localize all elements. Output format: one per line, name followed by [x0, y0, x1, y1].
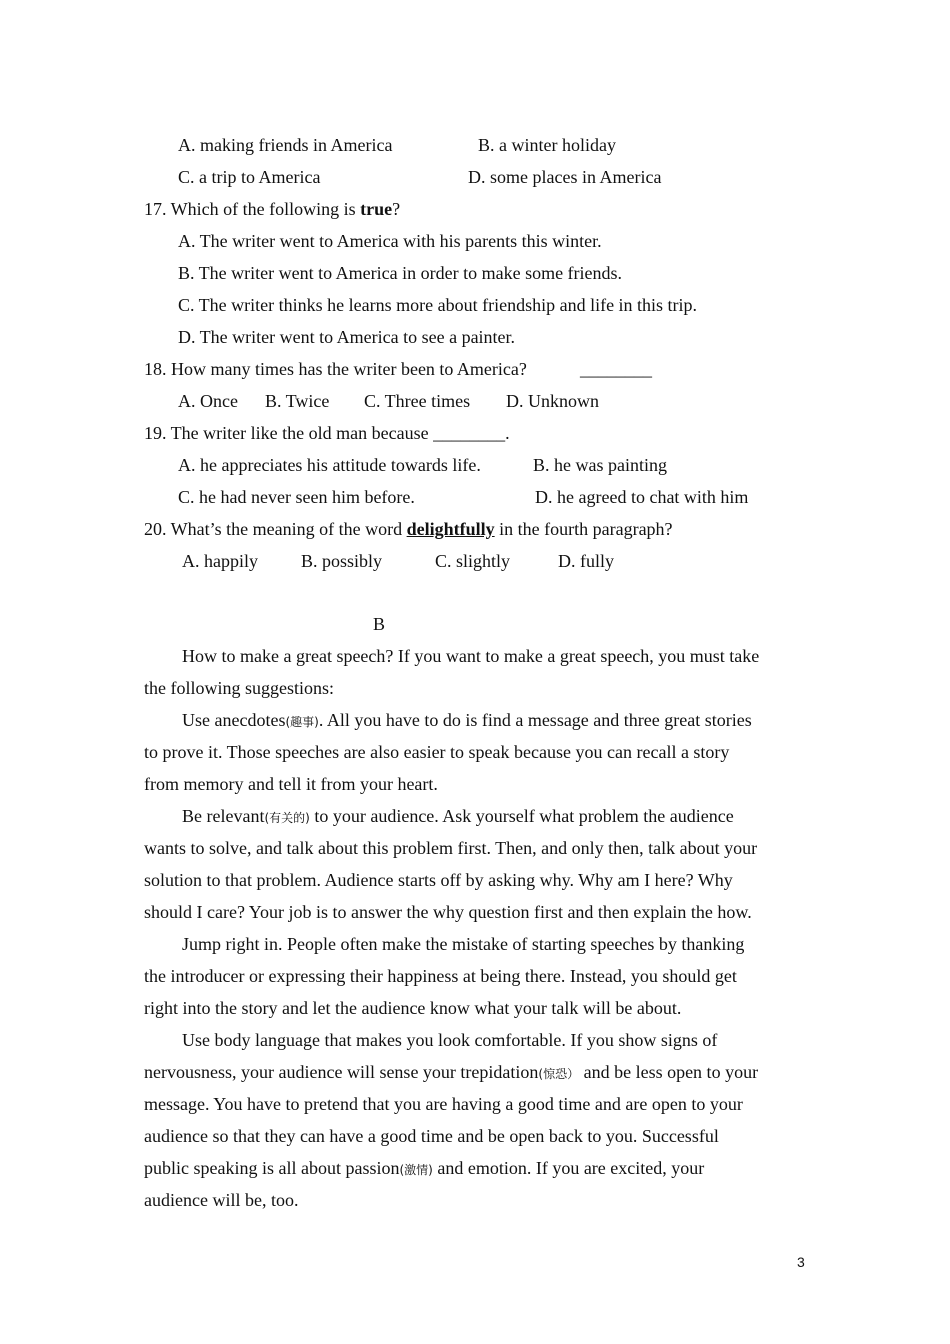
- passage-p2-line2: to prove it. Those speeches are also easier to speak because you can recall a story: [144, 742, 730, 762]
- passage-p2-text: Use anecdotes: [182, 710, 286, 730]
- passage-p5-text: nervousness, your audience will sense your trepidation: [144, 1062, 539, 1082]
- passage-p2-line3: from memory and tell it from your heart.: [144, 774, 438, 794]
- passage-p1-line2: the following suggestions:: [144, 678, 334, 698]
- gloss-trepidation: (惊恐）: [538, 1067, 580, 1081]
- q19-option-a: A. he appreciates his attitude towards life.: [178, 455, 481, 475]
- passage-p4-line1: Jump right in. People often make the mistake of starting speeches by thanking: [182, 934, 745, 954]
- q16-option-b: B. a winter holiday: [478, 135, 616, 155]
- q17-option-b: B. The writer went to America in order to make some friends.: [178, 263, 623, 283]
- q17-option-a: A. The writer went to America with his parents this winter.: [178, 231, 602, 251]
- passage-p1-line1: How to make a great speech? If you want to make a great speech, you must take: [182, 646, 760, 666]
- q20-stem-text: 20. What’s the meaning of the word: [144, 519, 407, 539]
- q18-stem: 18. How many times has the writer been to America?: [144, 359, 527, 379]
- q20-option-b: B. possibly: [301, 551, 383, 571]
- q16-option-c: C. a trip to America: [178, 167, 321, 187]
- q16-option-d: D. some places in America: [468, 167, 662, 187]
- passage-p2-line1: [182, 704, 752, 738]
- q17-stem-end: ?: [392, 199, 401, 219]
- q17-stem: [144, 193, 400, 225]
- passage-p3-line3: solution to that problem. Audience starts off by asking why. Why am I here? Why: [144, 870, 733, 890]
- q18-option-c: C. Three times: [364, 391, 471, 411]
- passage-p3-line1: [182, 800, 734, 834]
- q18-option-a: A. Once: [178, 391, 238, 411]
- passage-p5-line1: Use body language that makes you look comfortable. If you show signs of: [182, 1030, 718, 1050]
- passage-p3-line2: wants to solve, and talk about this problem first. Then, and only then, talk about your: [144, 838, 758, 858]
- q18-option-b: B. Twice: [265, 391, 330, 411]
- q20-target-word: delightfully: [406, 519, 495, 539]
- q19-option-b: B. he was painting: [533, 455, 667, 475]
- passage-p3-text-cont: to your audience. Ask yourself what problem the audience: [309, 806, 734, 826]
- q19-option-d: D. he agreed to chat with him: [535, 487, 749, 507]
- q17-stem-text: 17. Which of the following is: [144, 199, 361, 219]
- gloss-relevant: (有关的): [264, 811, 310, 825]
- q19-stem: 19. The writer like the old man because ________.: [144, 423, 510, 443]
- passage-p5-line6: audience will be, too.: [144, 1190, 299, 1210]
- q18-blank: ________: [580, 359, 652, 379]
- q17-stem-emphasis: true: [360, 199, 393, 219]
- passage-p4-line3: right into the story and let the audience know what your talk will be about.: [144, 998, 682, 1018]
- passage-p5-line3: message. You have to pretend that you are having a good time and are open to your: [144, 1094, 743, 1114]
- gloss-passion: (激情): [399, 1163, 433, 1177]
- passage-p5-line2: [144, 1056, 758, 1090]
- q20-option-d: D. fully: [558, 551, 614, 571]
- q20-stem: [144, 513, 673, 545]
- passage-p2-text-cont: . All you have to do is find a message and three great stories: [318, 710, 752, 730]
- passage-p5-text-2: public speaking is all about passion: [144, 1158, 400, 1178]
- q17-option-d: D. The writer went to America to see a painter.: [178, 327, 516, 347]
- passage-p5-text-cont: and be less open to your: [579, 1062, 759, 1082]
- passage-p5-line5: [144, 1152, 704, 1186]
- passage-p3-line4: should I care? Your job is to answer the why question first and then explain the how.: [144, 902, 752, 922]
- passage-p4-line2: the introducer or expressing their happiness at being there. Instead, you should get: [144, 966, 737, 986]
- passage-p5-text-2-cont: and emotion. If you are excited, your: [432, 1158, 705, 1178]
- q19-option-c: C. he had never seen him before.: [178, 487, 415, 507]
- passage-p3-text: Be relevant: [182, 806, 265, 826]
- passage-p5-line4: audience so that they can have a good time and be open back to you. Successful: [144, 1126, 719, 1146]
- q16-option-a: A. making friends in America: [178, 135, 393, 155]
- q20-option-c: C. slightly: [435, 551, 511, 571]
- q18-option-d: D. Unknown: [506, 391, 599, 411]
- gloss-anecdotes: (趣事): [285, 715, 319, 729]
- q20-option-a: A. happily: [182, 551, 258, 571]
- q20-stem-end: in the fourth paragraph?: [494, 519, 673, 539]
- q17-option-c: C. The writer thinks he learns more about friendship and life in this trip.: [178, 295, 698, 315]
- page-number: 3: [797, 1254, 805, 1270]
- passage-heading: B: [373, 614, 386, 634]
